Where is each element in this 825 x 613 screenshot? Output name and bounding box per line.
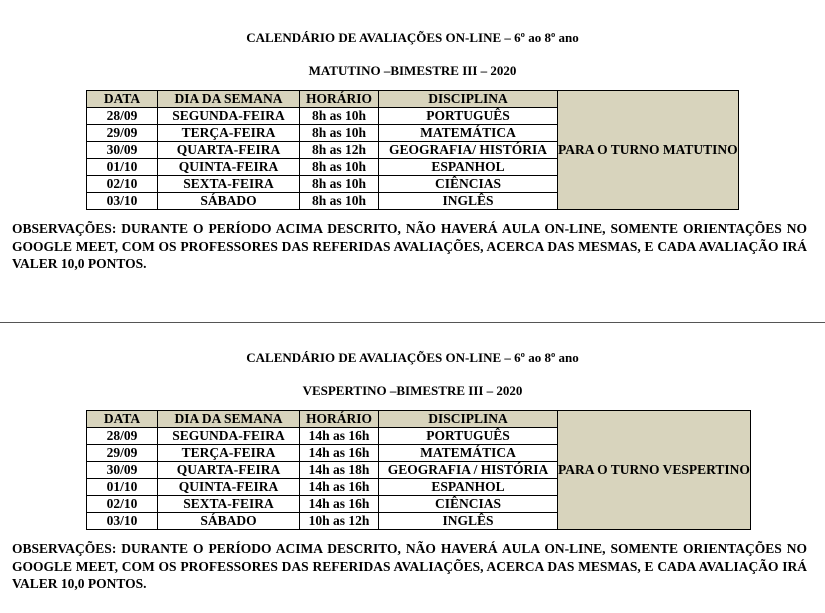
cell-horario: 14h as 16h	[300, 479, 379, 496]
observacoes-text: OBSERVAÇÕES: DURANTE O PERÍODO ACIMA DESCRITO, NÃO HAVERÁ AULA ON-LINE, SOMENTE ORIENTAÇÕES NO GOOGLE MEET, COM OS PROFESSORES DAS REFERIDAS AVALIAÇÕES, ACERCA DAS MESMAS, E CADA AVALIAÇÃO IRÁ VALER 10,0 PONTOS.	[12, 541, 807, 591]
cell-data: 02/10	[87, 496, 158, 513]
cell-disciplina: CIÊNCIAS	[379, 496, 558, 513]
table-header-row	[87, 411, 751, 428]
cell-horario: 8h as 10h	[300, 176, 379, 193]
cell-dia: QUARTA-FEIRA	[158, 142, 300, 159]
cell-disciplina: GEOGRAFIA / HISTÓRIA	[379, 462, 558, 479]
cell-data: 28/09	[87, 108, 158, 125]
calendar-title: CALENDÁRIO DE AVALIAÇÕES ON-LINE – 6º ao 8º ano	[246, 350, 579, 365]
cell-dia: TERÇA-FEIRA	[158, 445, 300, 462]
cell-horario: 8h as 12h	[300, 142, 379, 159]
observacoes-text: OBSERVAÇÕES: DURANTE O PERÍODO ACIMA DESCRITO, NÃO HAVERÁ AULA ON-LINE, SOMENTE ORIENTAÇÕES NO GOOGLE MEET, COM OS PROFESSORES DAS REFERIDAS AVALIAÇÕES, ACERCA DAS MESMAS, E CADA AVALIAÇÃO IRÁ VALER 10,0 PONTOS.	[12, 221, 807, 271]
cell-disciplina: INGLÊS	[379, 193, 558, 210]
turno-label: PARA O TURNO VESPERTINO	[558, 411, 751, 530]
cell-dia: QUINTA-FEIRA	[158, 159, 300, 176]
cell-data: 02/10	[87, 176, 158, 193]
cell-data: 01/10	[87, 159, 158, 176]
cell-horario: 8h as 10h	[300, 159, 379, 176]
calendar-title: CALENDÁRIO DE AVALIAÇÕES ON-LINE – 6º ao 8º ano	[246, 30, 579, 45]
schedule-table	[86, 410, 751, 530]
cell-data: 29/09	[87, 125, 158, 142]
cell-horario: 8h as 10h	[300, 193, 379, 210]
cell-dia: QUARTA-FEIRA	[158, 462, 300, 479]
cell-data: 28/09	[87, 428, 158, 445]
header-horario: HORÁRIO	[300, 91, 379, 108]
cell-horario: 10h as 12h	[300, 513, 379, 530]
cell-data: 30/09	[87, 462, 158, 479]
cell-data: 01/10	[87, 479, 158, 496]
header-dia-da-semana: DIA DA SEMANA	[158, 91, 300, 108]
cell-horario: 14h as 18h	[300, 462, 379, 479]
cell-disciplina: CIÊNCIAS	[379, 176, 558, 193]
cell-horario: 8h as 10h	[300, 125, 379, 142]
cell-data: 03/10	[87, 193, 158, 210]
cell-disciplina: ESPANHOL	[379, 479, 558, 496]
header-disciplina: DISCIPLINA	[379, 91, 558, 108]
section-divider	[0, 322, 825, 323]
cell-horario: 8h as 10h	[300, 108, 379, 125]
calendar-subtitle: MATUTINO –BIMESTRE III – 2020	[308, 63, 517, 78]
cell-disciplina: INGLÊS	[379, 513, 558, 530]
cell-dia: SEXTA-FEIRA	[158, 176, 300, 193]
cell-dia: TERÇA-FEIRA	[158, 125, 300, 142]
cell-disciplina: PORTUGUÊS	[379, 428, 558, 445]
header-dia-da-semana: DIA DA SEMANA	[158, 411, 300, 428]
cell-disciplina: MATEMÁTICA	[379, 445, 558, 462]
schedule-table	[86, 90, 739, 210]
header-disciplina: DISCIPLINA	[379, 411, 558, 428]
header-horario: HORÁRIO	[300, 411, 379, 428]
cell-disciplina: PORTUGUÊS	[379, 108, 558, 125]
cell-dia: SEXTA-FEIRA	[158, 496, 300, 513]
cell-horario: 14h as 16h	[300, 428, 379, 445]
cell-data: 30/09	[87, 142, 158, 159]
cell-dia: SEGUNDA-FEIRA	[158, 108, 300, 125]
cell-dia: SÁBADO	[158, 193, 300, 210]
turno-label: PARA O TURNO MATUTINO	[558, 91, 739, 210]
table-header-row	[87, 91, 739, 108]
cell-dia: SÁBADO	[158, 513, 300, 530]
cell-data: 29/09	[87, 445, 158, 462]
cell-dia: SEGUNDA-FEIRA	[158, 428, 300, 445]
header-data: DATA	[87, 411, 158, 428]
cell-horario: 14h as 16h	[300, 496, 379, 513]
cell-dia: QUINTA-FEIRA	[158, 479, 300, 496]
cell-disciplina: MATEMÁTICA	[379, 125, 558, 142]
cell-horario: 14h as 16h	[300, 445, 379, 462]
cell-disciplina: GEOGRAFIA/ HISTÓRIA	[379, 142, 558, 159]
header-data: DATA	[87, 91, 158, 108]
cell-disciplina: ESPANHOL	[379, 159, 558, 176]
cell-data: 03/10	[87, 513, 158, 530]
calendar-subtitle: VESPERTINO –BIMESTRE III – 2020	[302, 383, 523, 398]
